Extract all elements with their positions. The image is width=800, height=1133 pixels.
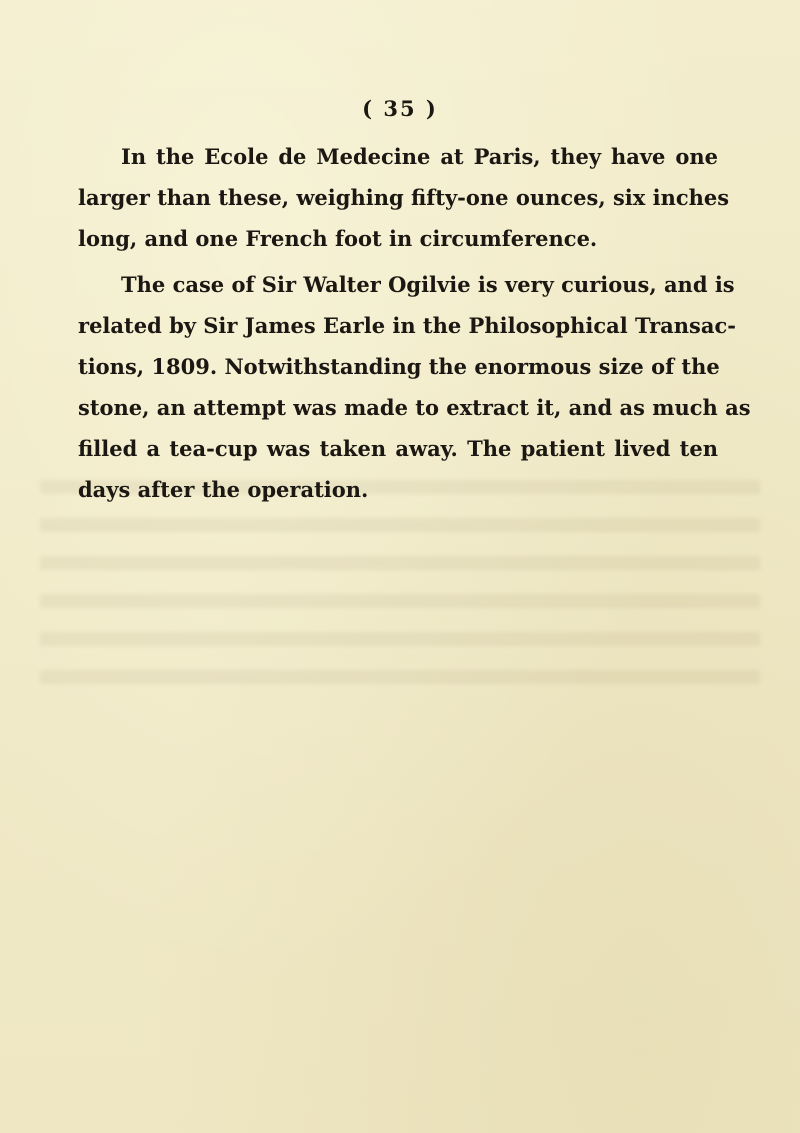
text-line: stone, an attempt was made to extract it, and as much as xyxy=(78,395,751,420)
paragraph-ecole-de-medecine xyxy=(78,136,730,259)
text-line: larger than these, weighing fifty-one ounces, six inches xyxy=(78,185,730,210)
text-line: long, and one French foot in circumference. xyxy=(78,226,598,251)
paragraph-walter-ogilvie-case xyxy=(78,264,751,510)
text-line: filled a tea-cup was taken away. The patient lived ten xyxy=(78,436,718,461)
page-number: ( 35 ) xyxy=(362,96,438,121)
text-line: tions, 1809. Notwithstanding the enormous size of the xyxy=(78,354,720,379)
bleed-through-texture xyxy=(40,480,760,700)
text-line: In the Ecole de Medecine at Paris, they have one xyxy=(121,144,718,169)
text-line: days after the operation. xyxy=(78,477,369,502)
text-line: The case of Sir Walter Ogilvie is very curious, and is xyxy=(121,272,735,297)
text-line: related by Sir James Earle in the Philosophical Transac- xyxy=(78,313,736,338)
